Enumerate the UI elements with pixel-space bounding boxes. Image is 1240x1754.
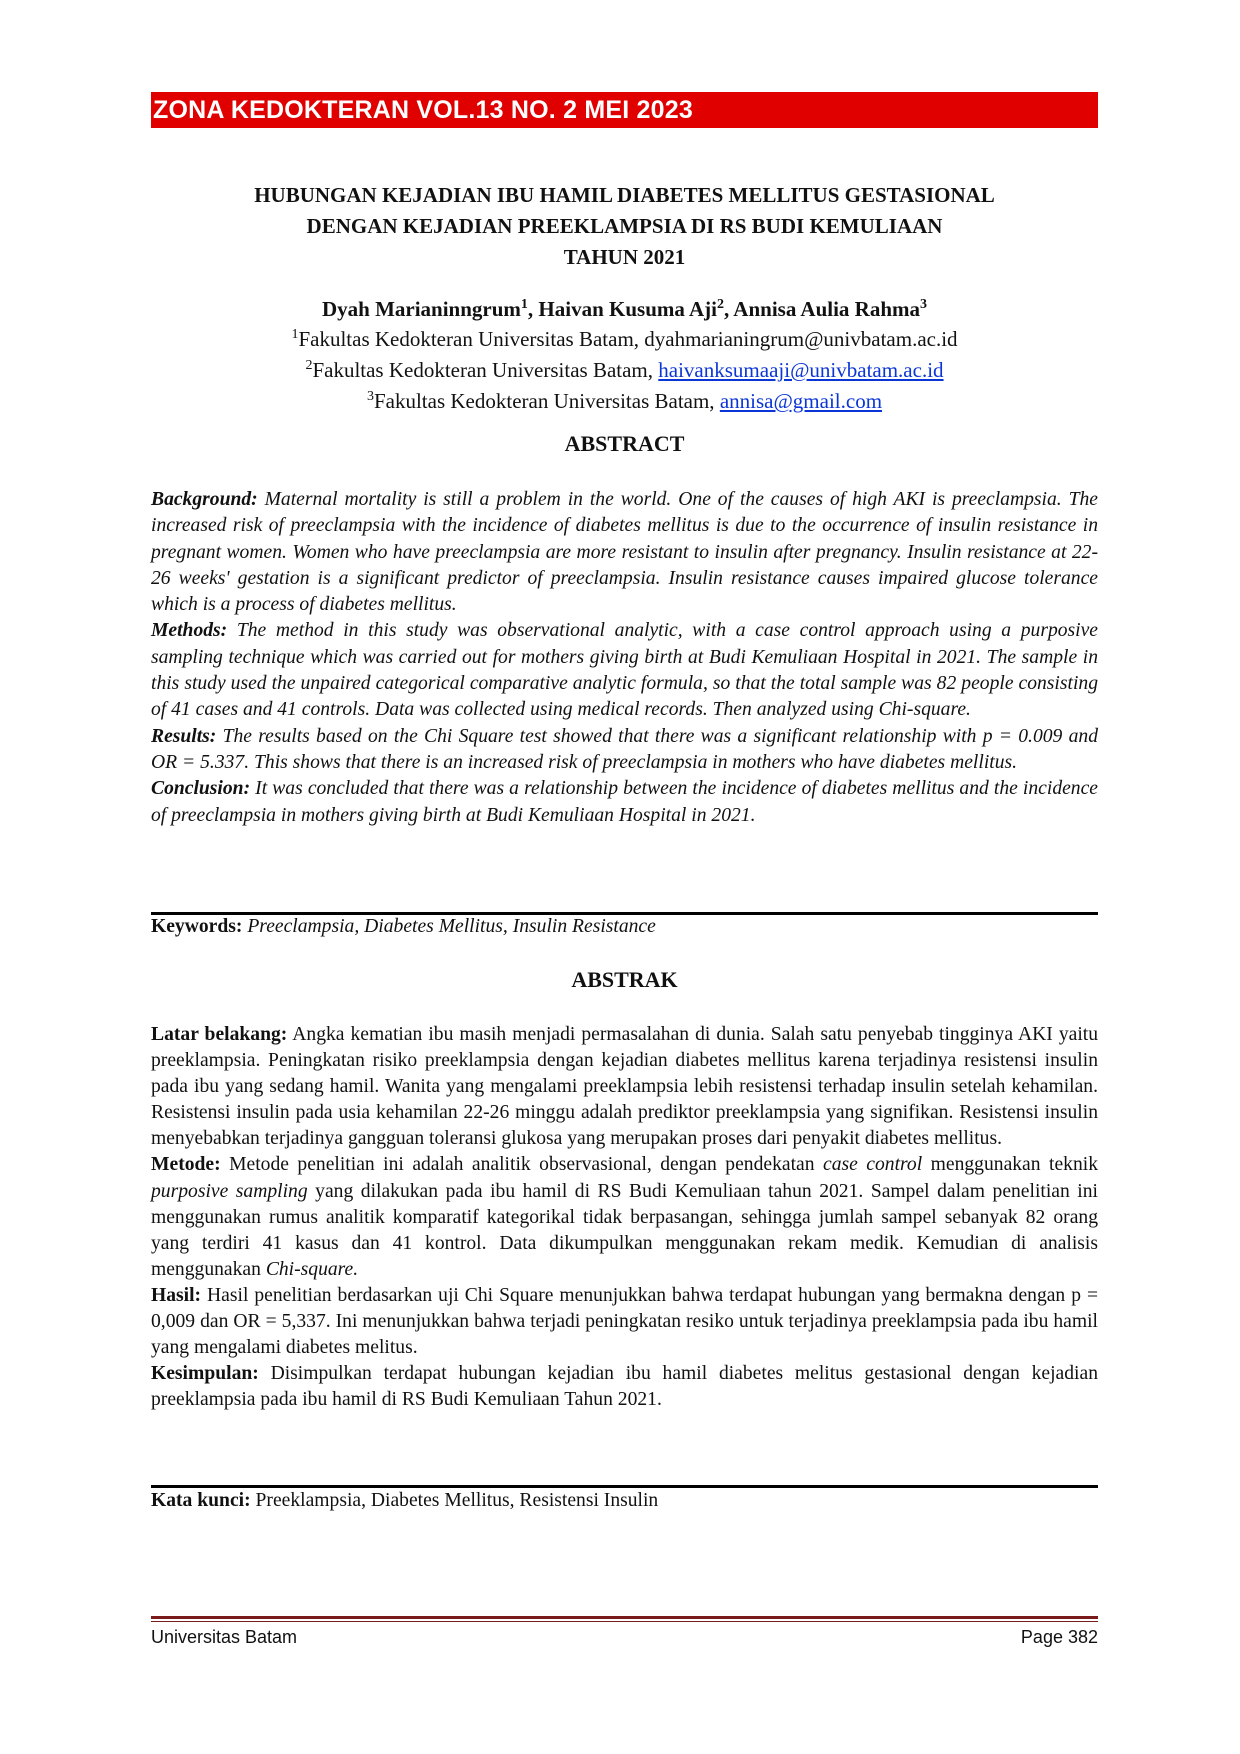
author-2: Haivan Kusuma Aji xyxy=(538,297,717,321)
journal-header: ZONA KEDOKTERAN VOL.13 NO. 2 MEI 2023 xyxy=(151,92,1098,128)
abstract-results xyxy=(151,724,1098,777)
section-text: The method in this study was observational analytic, with a case control approach using a purposive sampling technique which was carried out for mothers giving birth at Budi Kemuliaan Hospital in 2021. The sample in this study used the unpaired categorical comparative analytic formula, so that the total sample was 82 people consisting of 41 cases and 41 controls. Data was collected using medical records. Then analyzed using Chi-square. xyxy=(151,620,1098,721)
affiliation-1 xyxy=(151,324,1098,355)
section-label: Results: xyxy=(151,725,217,747)
section-text: Hasil penelitian berdasarkan uji Chi Square menunjukkan bahwa terdapat hubungan yang bermakna dengan p = 0,009 dan OR = 5,337. Ini menunjukkan bahwa terjadi peningkatan resiko untuk terjadinya preeklampsia pada ibu hamil yang mengalami diabetes melitus. xyxy=(151,1284,1098,1359)
affil-number: 2 xyxy=(305,358,313,373)
abstract-indonesian xyxy=(151,1022,1098,1413)
abstract-methods xyxy=(151,618,1098,723)
abstrak-metode xyxy=(151,1152,1098,1282)
footer-rule-thin xyxy=(151,1621,1098,1622)
author-1-email: dyahmarianingrum@univbatam.ac.id xyxy=(644,327,958,351)
footer-institution: Universitas Batam xyxy=(151,1627,298,1647)
affiliation-3 xyxy=(151,386,1098,417)
kata-kunci-label: Kata kunci: xyxy=(151,1490,251,1511)
section-text: menggunakan teknik xyxy=(922,1154,1098,1176)
title-line-2: DENGAN KEJADIAN PREEKLAMPSIA DI RS BUDI KEMULIAAN xyxy=(306,214,943,238)
section-label: Methods: xyxy=(151,620,228,642)
section-term: Chi-square. xyxy=(265,1258,359,1280)
section-label: Background: xyxy=(151,489,258,510)
abstract-background xyxy=(151,487,1098,618)
section-text: The results based on the Chi Square test showed that there was a significant relationship with p = 0.009 and OR = 5.337. This shows that there is an increased risk of preeclampsia in mothers who have diabetes mellitus. xyxy=(151,725,1098,773)
title-line-1: HUBUNGAN KEJADIAN IBU HAMIL DIABETES MELLITUS GESTASIONAL xyxy=(254,183,995,207)
page-footer xyxy=(151,1624,1098,1650)
abstract-conclusion xyxy=(151,776,1098,829)
author-3: Annisa Aulia Rahma xyxy=(733,297,921,321)
author-separator: , xyxy=(723,297,734,321)
affiliation-2 xyxy=(151,355,1098,386)
author-1: Dyah Marianinngrum xyxy=(321,297,521,321)
section-text: Disimpulkan terdapat hubungan kejadian ibu hamil diabetes melitus gestasional dengan kejadian preeklampsia pada ibu hamil di RS Budi Kemuliaan Tahun 2021. xyxy=(151,1363,1098,1411)
section-text: Angka kematian ibu masih menjadi permasalahan di dunia. Salah satu penyebab tingginya AKI yaitu preeklampsia. Peningkatan risiko preeklampsia dengan kejadian diabetes mellitus karena terjadinya resistensi insulin pada ibu yang sedang hamil. Wanita yang mengalami preeklampsia lebih resistensi terhadap insulin setelah kehamilan. Resistensi insulin pada usia kehamilan 22-26 minggu adalah prediktor preeklampsia yang signifikan. Resistensi insulin menyebabkan terjadinya gangguan toleransi glukosa yang merupakan proses dari penyakit diabetes mellitus. xyxy=(151,1024,1098,1150)
author-2-affil: 2 xyxy=(716,297,724,312)
affiliations xyxy=(151,324,1098,417)
author-2-email-link[interactable]: haivanksumaaji@univbatam.ac.id xyxy=(658,358,944,382)
section-label: Kesimpulan: xyxy=(151,1363,259,1385)
abstrak-heading: ABSTRAK xyxy=(571,967,678,992)
author-3-affil: 3 xyxy=(920,297,928,312)
abstrak-kesimpulan xyxy=(151,1361,1098,1413)
kata-kunci-value: Preeklampsia, Diabetes Mellitus, Resistensi Insulin xyxy=(250,1490,659,1511)
section-term: case control xyxy=(823,1154,923,1176)
kata-kunci xyxy=(151,1488,1098,1514)
keywords-value: Preeclampsia, Diabetes Mellitus, Insulin Resistance xyxy=(242,916,656,937)
section-label: Latar belakang: xyxy=(151,1024,288,1045)
author-3-email-link[interactable]: annisa@gmail.com xyxy=(719,389,883,413)
section-text: yang dilakukan pada ibu hamil di RS Budi Kemuliaan tahun 2021. Sampel dalam penelitian ini menggunakan rumus analitik komparatif kategorikal tidak berpasangan, sehingga jumlah sampel sebanyak 82 orang yang terdiri 41 kasus dan 41 kontrol. Data dikumpulkan menggunakan rekam medik. Kemudian di analisis menggunakan xyxy=(151,1180,1098,1280)
section-label: Hasil: xyxy=(151,1284,202,1306)
abstrak-hasil xyxy=(151,1283,1098,1361)
affil-text: Fakultas Kedokteran Universitas Batam, xyxy=(298,327,645,351)
section-label: Conclusion: xyxy=(151,778,251,800)
footer-rule xyxy=(151,1616,1098,1619)
title-line-3: TAHUN 2021 xyxy=(563,245,686,269)
keywords xyxy=(151,914,1098,940)
abstract-english xyxy=(151,487,1098,829)
section-text: Maternal mortality is still a problem in the world. One of the causes of high AKI is preeclampsia. The increased risk of preeclampsia with the incidence of diabetes mellitus is due to the occurrence of insulin resistance in pregnant women. Women who have preeclampsia are more resistant to insulin after pregnancy. Insulin resistance at 22-26 weeks' gestation is a significant predictor of preeclampsia. Insulin resistance causes impaired glucose tolerance which is a process of diabetes mellitus. xyxy=(151,489,1098,616)
affil-text: Fakultas Kedokteran Universitas Batam, xyxy=(373,389,720,413)
section-term: purposive sampling xyxy=(151,1180,308,1202)
affil-number: 1 xyxy=(291,327,299,342)
section-text: It was concluded that there was a relationship between the incidence of diabetes mellitus and the incidence of preeclampsia in mothers giving birth at Budi Kemuliaan Hospital in 2021. xyxy=(151,778,1098,826)
author-list xyxy=(151,294,1098,324)
page-number: Page 382 xyxy=(1020,1627,1098,1647)
author-separator: , xyxy=(527,297,539,321)
author-1-affil: 1 xyxy=(520,297,528,312)
paper-title xyxy=(151,180,1098,273)
abstract-heading: ABSTRACT xyxy=(564,431,685,456)
abstrak-latar-belakang xyxy=(151,1022,1098,1152)
keywords-label: Keywords: xyxy=(151,916,243,937)
section-label: Metode: xyxy=(151,1154,221,1176)
section-text: Metode penelitian ini adalah analitik observasional, dengan pendekatan xyxy=(220,1154,823,1176)
affil-number: 3 xyxy=(366,389,374,404)
affil-text: Fakultas Kedokteran Universitas Batam, xyxy=(312,358,659,382)
